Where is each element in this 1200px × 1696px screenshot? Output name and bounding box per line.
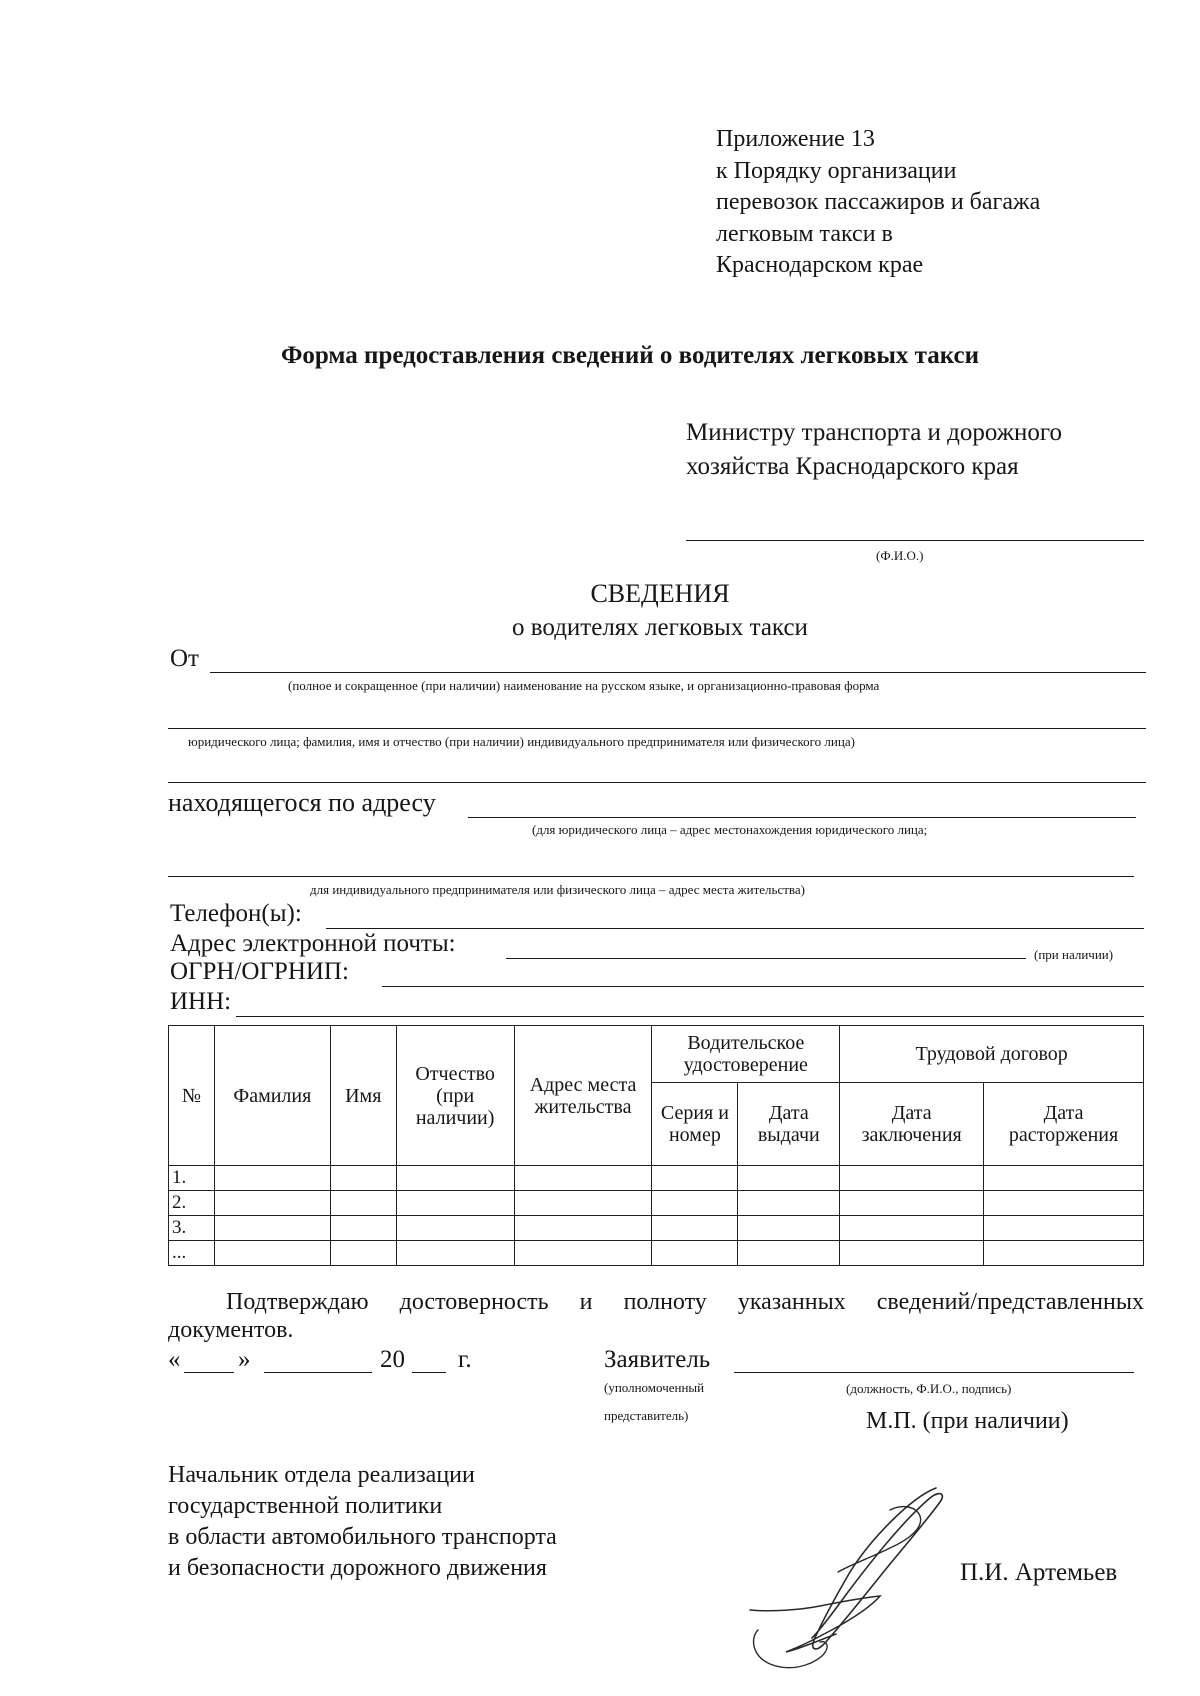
table-cell[interactable] [840, 1241, 984, 1266]
annex-line: легковым такси в [716, 220, 893, 247]
applicant-line[interactable] [734, 1372, 1134, 1373]
header-patronymic: Отчество (при наличии) [396, 1026, 514, 1166]
table-cell[interactable] [514, 1166, 652, 1191]
date-year-line[interactable] [412, 1372, 446, 1373]
address-hint-2: для индивидуального предпринимателя или физического лица – адрес места жительства) [310, 882, 805, 897]
header-license: Водительское удостоверение [652, 1026, 840, 1083]
date-close-quote: » [238, 1346, 251, 1373]
date-month-line[interactable] [264, 1372, 372, 1373]
address-label: находящегося по адресу [168, 788, 436, 817]
table-cell[interactable] [840, 1191, 984, 1216]
annex-block [716, 124, 1040, 282]
email-label: Адрес электронной почты: [170, 930, 456, 957]
form-title: Форма предоставления сведений о водителях легковых такси [280, 342, 980, 369]
inn-label: ИНН: [170, 988, 232, 1015]
address-line[interactable] [468, 817, 1136, 818]
confirm-word: сведений/представленных [876, 1289, 1144, 1315]
table-cell[interactable] [514, 1191, 652, 1216]
annex-line: перевозок пассажиров и багажа [716, 189, 1041, 215]
row-number: ... [169, 1241, 215, 1266]
table-cell[interactable] [330, 1216, 396, 1241]
drivers-table [168, 1025, 1144, 1266]
table-header-row [169, 1026, 1144, 1083]
table-cell[interactable] [514, 1241, 652, 1266]
addressee-block [686, 416, 1062, 484]
applicant-hint-right: (должность, Ф.И.О., подпись) [846, 1381, 1012, 1396]
header-name: Имя [330, 1026, 396, 1166]
confirm-word: указанных [737, 1289, 846, 1315]
header-license-date: Дата выдачи [738, 1083, 840, 1166]
table-row [169, 1191, 1144, 1216]
confirm-word: полноту [623, 1289, 707, 1315]
table-row [169, 1241, 1144, 1266]
table-cell[interactable] [840, 1166, 984, 1191]
document-heading: СВЕДЕНИЯ [590, 579, 730, 608]
table-cell[interactable] [984, 1191, 1144, 1216]
table-cell[interactable] [738, 1216, 840, 1241]
signer-name: П.И. Артемьев [960, 1559, 1118, 1586]
table-cell[interactable] [396, 1216, 514, 1241]
header-contract: Трудовой договор [840, 1026, 1144, 1083]
email-hint: (при наличии) [1034, 947, 1114, 962]
fio-line[interactable] [686, 540, 1144, 541]
row-number: 3. [169, 1216, 215, 1241]
confirm-line-2: документов. [168, 1317, 294, 1343]
header-address: Адрес места жительства [514, 1026, 652, 1166]
applicant-hint-left: (уполномоченный [604, 1380, 705, 1395]
header-num: № [169, 1026, 215, 1166]
footer-position-line: в области автомобильного транспорта [168, 1524, 557, 1550]
address-line-2[interactable] [168, 876, 1134, 877]
table-cell[interactable] [330, 1241, 396, 1266]
date-day-line[interactable] [184, 1372, 234, 1373]
table-cell[interactable] [652, 1216, 738, 1241]
header-contract-start: Дата заключения [840, 1083, 984, 1166]
applicant-hint-left-2: представитель) [604, 1408, 689, 1423]
table-cell[interactable] [330, 1166, 396, 1191]
ogrn-label: ОГРН/ОГРНИП: [170, 958, 349, 985]
from-line[interactable] [210, 672, 1146, 673]
footer-position-line: и безопасности дорожного движения [168, 1555, 547, 1581]
table-row [169, 1216, 1144, 1241]
table-cell[interactable] [396, 1191, 514, 1216]
phone-label: Телефон(ы): [170, 900, 302, 927]
table-cell[interactable] [396, 1166, 514, 1191]
document-subheading: о водителях легковых такси [512, 614, 808, 641]
table-cell[interactable] [652, 1166, 738, 1191]
table-cell[interactable] [840, 1216, 984, 1241]
table-cell[interactable] [738, 1166, 840, 1191]
header-license-series: Серия и номер [652, 1083, 738, 1166]
addressee-line: хозяйства Краснодарского края [686, 453, 1019, 480]
date-year-suffix: г. [458, 1346, 472, 1373]
confirm-word: достоверность [399, 1289, 549, 1315]
confirm-line [226, 1286, 1144, 1318]
row-number: 2. [169, 1191, 215, 1216]
footer-position [168, 1460, 557, 1584]
table-cell[interactable] [738, 1241, 840, 1266]
fio-caption: (Ф.И.О.) [876, 548, 924, 563]
table-cell[interactable] [214, 1166, 330, 1191]
confirm-word: Подтверждаю [226, 1289, 369, 1315]
table-cell[interactable] [984, 1166, 1144, 1191]
date-open-quote: « [168, 1346, 181, 1373]
ogrn-line[interactable] [382, 986, 1144, 987]
from-line-2[interactable] [168, 728, 1146, 729]
stamp-label: М.П. (при наличии) [866, 1408, 1069, 1434]
from-hint: (полное и сокращенное (при наличии) наименование на русском языке, и организационно-правовая форма [288, 678, 880, 693]
from-line-3[interactable] [168, 782, 1146, 783]
table-cell[interactable] [396, 1241, 514, 1266]
annex-line: Краснодарском крае [716, 252, 924, 278]
table-cell[interactable] [214, 1191, 330, 1216]
table-cell[interactable] [514, 1216, 652, 1241]
addressee-line: Министру транспорта и дорожного [686, 419, 1063, 446]
table-cell[interactable] [214, 1241, 330, 1266]
table-cell[interactable] [214, 1216, 330, 1241]
annex-line: к Порядку организации [716, 157, 957, 184]
email-line[interactable] [506, 958, 1026, 959]
from-hint-2: юридического лица; фамилия, имя и отчество (при наличии) индивидуального предпринимателя или физического лица) [188, 734, 855, 749]
footer-position-line: Начальник отдела реализации [168, 1462, 475, 1488]
table-cell[interactable] [652, 1241, 738, 1266]
table-cell[interactable] [652, 1191, 738, 1216]
table-cell[interactable] [738, 1191, 840, 1216]
from-label: От [170, 645, 199, 672]
date-year-prefix: 20 [380, 1346, 405, 1373]
signature-icon [740, 1480, 980, 1680]
applicant-label: Заявитель [604, 1346, 711, 1373]
table-row [169, 1166, 1144, 1191]
footer-position-line: государственной политики [168, 1493, 443, 1519]
table-cell[interactable] [984, 1241, 1144, 1266]
table-cell[interactable] [984, 1216, 1144, 1241]
confirm-word: и [579, 1289, 593, 1315]
inn-line[interactable] [236, 1016, 1144, 1017]
header-surname: Фамилия [214, 1026, 330, 1166]
table-cell[interactable] [330, 1191, 396, 1216]
header-contract-end: Дата расторжения [984, 1083, 1144, 1166]
annex-line: Приложение 13 [716, 126, 875, 152]
address-hint: (для юридического лица – адрес местонахождения юридического лица; [532, 822, 928, 837]
row-number: 1. [169, 1166, 215, 1191]
